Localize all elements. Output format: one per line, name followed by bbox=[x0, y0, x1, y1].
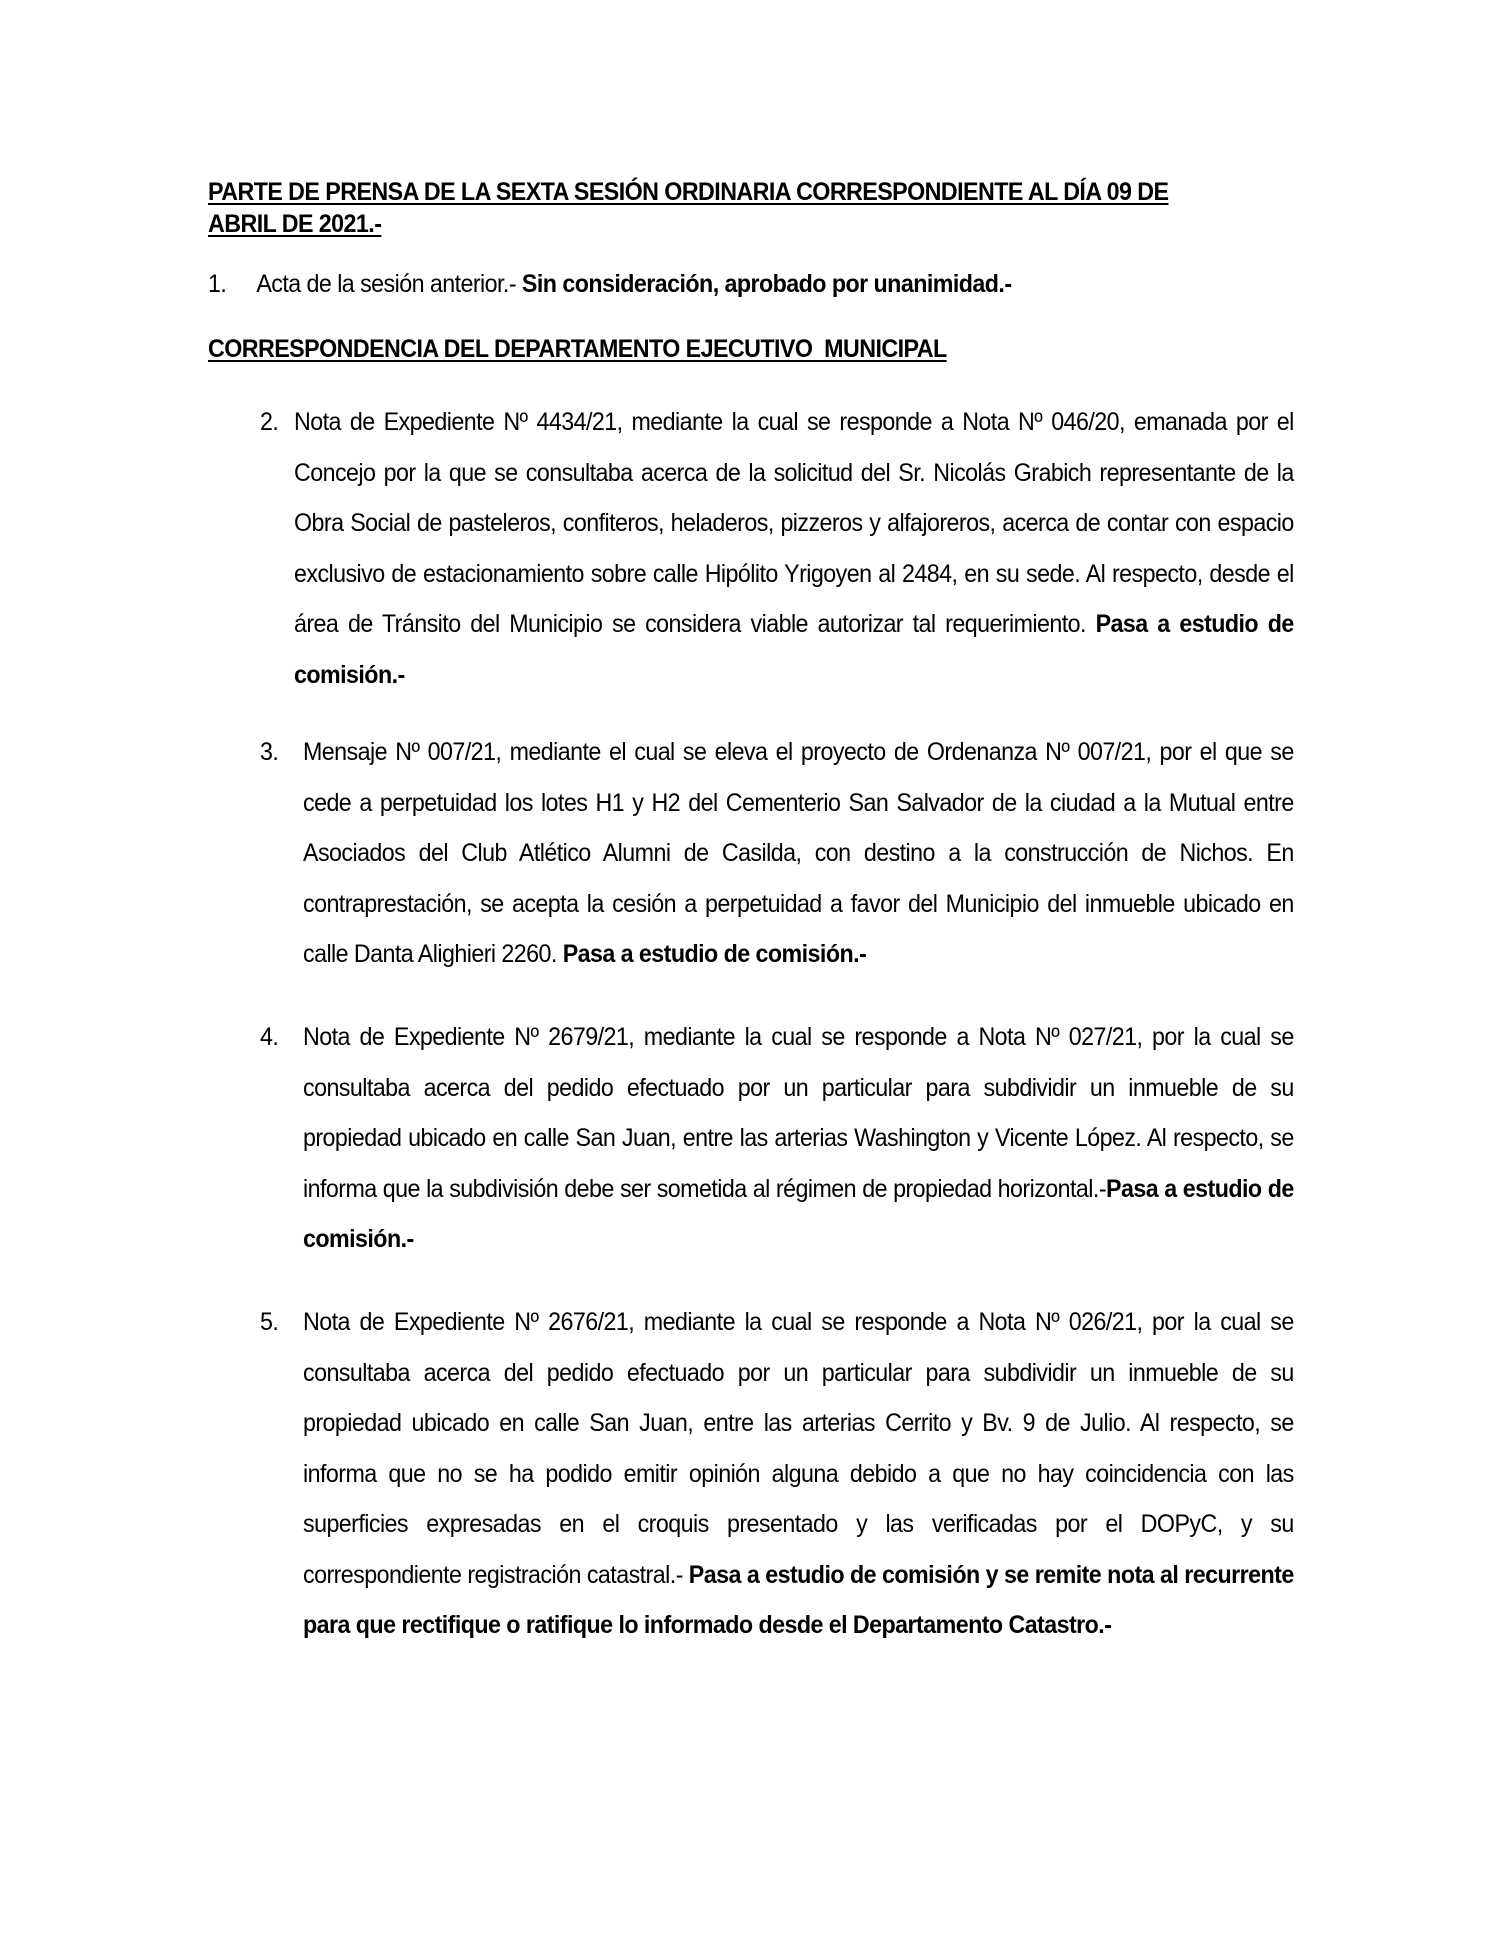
item-text: Nota de Expediente Nº 4434/21, mediante la cual se responde a Nota Nº 046/20, emanada por el Concejo por la que se consultaba acerca de la solicitud del Sr. Nicolás Grabich representante de la Obra Social de pasteleros, confiteros, heladeros, pizzeros y alfajoreros, acerca de contar con espacio exclusivo de estacionamiento sobre calle Hipólito Yrigoyen al 2484, en su sede. Al respecto, desde el área de Tránsito del Municipio se considera viable autorizar tal requerimiento. bbox=[294, 408, 1294, 638]
section-heading: CORRESPONDENCIA DEL DEPARTAMENTO EJECUTIVO MUNICIPAL bbox=[208, 335, 947, 363]
item-number: 1. bbox=[208, 270, 227, 298]
item-text: Mensaje Nº 007/21, mediante el cual se eleva el proyecto de Ordenanza Nº 007/21, por el que se cede a perpetuidad los lotes H1 y H2 del Cementerio San Salvador de la ciudad a la Mutual entre Asociados del Club Atlético Alumni de Casilda, con destino a la construcción de Nichos. En contraprestación, se acepta la cesión a perpetuidad a favor del Municipio del inmueble ubicado en calle Danta Alighieri 2260. bbox=[303, 738, 1294, 968]
item-resolution: Pasa a estudio de comisión.- bbox=[562, 940, 867, 968]
item-number: 3. bbox=[260, 738, 279, 766]
item-resolution: Pasa a estudio de comisión.- bbox=[303, 1174, 1294, 1253]
item-resolution: Pasa a estudio de comisión.- bbox=[294, 610, 1294, 689]
item-body bbox=[303, 1012, 1294, 1265]
item-number: 5. bbox=[260, 1308, 279, 1336]
item-text: Nota de Expediente Nº 2679/21, mediante la cual se responde a Nota Nº 027/21, por la cual se consultaba acerca del pedido efectuado por un particular para subdividir un inmueble de su propiedad ubicado en calle San Juan, entre las arterias Washington y Vicente López. Al respecto, se informa que la subdivisión debe ser sometida al régimen de propiedad horizontal.- bbox=[303, 1023, 1294, 1203]
item-body bbox=[294, 397, 1294, 700]
item-number: 4. bbox=[260, 1023, 279, 1051]
item-resolution: Pasa a estudio de comisión y se remite nota al recurrente para que rectifique o ratifique lo informado desde el Departamento Catastro.- bbox=[303, 1560, 1294, 1639]
document-title: PARTE DE PRENSA DE LA SEXTA SESIÓN ORDINARIA CORRESPONDIENTE AL DÍA 09 DE ABRIL DE 2021.- bbox=[208, 178, 1169, 238]
item-text: Acta de la sesión anterior.- bbox=[256, 270, 522, 298]
agenda-item-1 bbox=[208, 268, 1012, 300]
item-number: 2. bbox=[260, 408, 279, 436]
item-text: Nota de Expediente Nº 2676/21, mediante la cual se responde a Nota Nº 026/21, por la cual se consultaba acerca del pedido efectuado por un particular para subdividir un inmueble de su propiedad ubicado en calle San Juan, entre las arterias Cerrito y Bv. 9 de Julio. Al respecto, se informa que no se ha podido emitir opinión alguna debido a que no hay coincidencia con las superficies expresadas en el croquis presentado y las verificadas por el DOPyC, y su correspondiente registración catastral.- bbox=[303, 1308, 1294, 1589]
item-resolution: Sin consideración, aprobado por unanimidad.- bbox=[521, 270, 1012, 298]
item-body bbox=[303, 1297, 1294, 1651]
item-body bbox=[303, 727, 1294, 980]
